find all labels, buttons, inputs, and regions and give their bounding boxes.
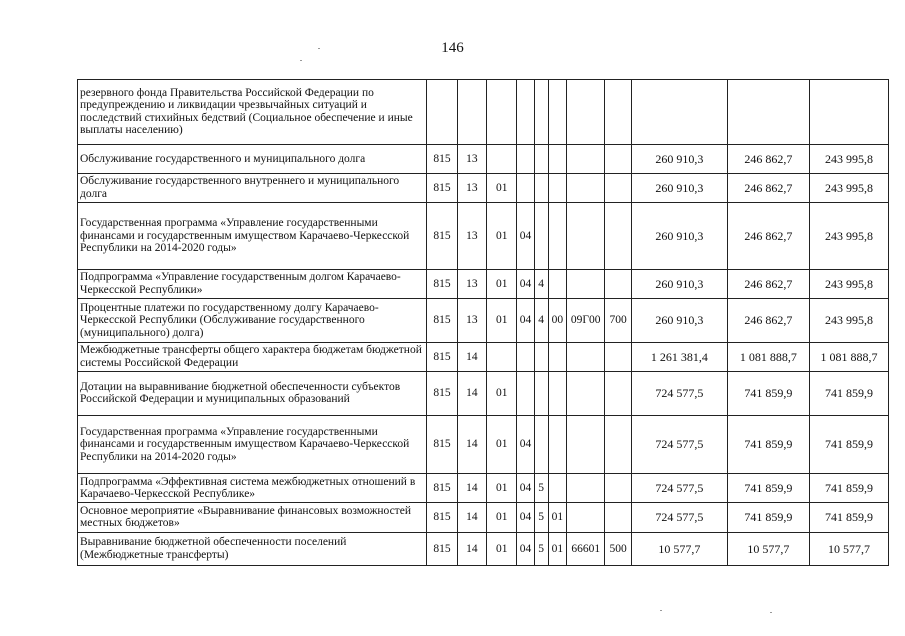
value-year-2: 741 859,9 — [727, 503, 809, 532]
value-year-1: 260 910,3 — [631, 173, 727, 202]
value-year-1: 260 910,3 — [631, 203, 727, 270]
code-expense-type — [605, 371, 631, 415]
code-program: 04 — [517, 298, 534, 342]
code-section: 14 — [457, 532, 486, 566]
code-event — [548, 173, 566, 202]
row-name: Дотации на выравнивание бюджетной обеспеченности субъектов Российской Федерации и муниципальных образований — [78, 371, 427, 415]
table-row — [78, 203, 889, 270]
table-row — [78, 173, 889, 202]
value-year-3: 741 859,9 — [809, 503, 888, 532]
code-ministry: 815 — [427, 474, 457, 503]
table-row — [78, 474, 889, 503]
code-subsection: 01 — [487, 298, 517, 342]
value-year-3: 1 081 888,7 — [809, 342, 888, 371]
page-number: 146 — [441, 40, 464, 56]
code-section: 14 — [457, 342, 486, 371]
value-year-2: 246 862,7 — [727, 269, 809, 298]
code-section: 13 — [457, 298, 486, 342]
code-subprogram: 5 — [534, 532, 548, 566]
code-direction — [566, 203, 604, 270]
code-ministry: 815 — [427, 532, 457, 566]
value-year-3: 243 995,8 — [809, 173, 888, 202]
code-program: 04 — [517, 203, 534, 270]
scan-speck — [300, 60, 302, 61]
code-expense-type — [605, 269, 631, 298]
code-subprogram — [534, 144, 548, 173]
code-section: 13 — [457, 269, 486, 298]
row-name: Межбюджетные трансферты общего характера бюджетам бюджетной системы Российской Федерации — [78, 342, 427, 371]
code-direction — [566, 269, 604, 298]
budget-table — [77, 79, 889, 566]
code-subprogram: 4 — [534, 298, 548, 342]
row-name: Обслуживание государственного внутреннего и муниципального долга — [78, 173, 427, 202]
code-subsection: 01 — [487, 503, 517, 532]
code-direction — [566, 173, 604, 202]
row-name: Процентные платежи по государственному долгу Карачаево-Черкесской Республики (Обслуживание государственного (муниципального) долга) — [78, 298, 427, 342]
code-expense-type — [605, 144, 631, 173]
value-year-2: 10 577,7 — [727, 532, 809, 566]
code-section — [457, 80, 486, 145]
code-section: 13 — [457, 203, 486, 270]
code-subprogram: 5 — [534, 474, 548, 503]
value-year-2: 246 862,7 — [727, 298, 809, 342]
code-subsection: 01 — [487, 415, 517, 473]
value-year-1: 260 910,3 — [631, 298, 727, 342]
code-program — [517, 144, 534, 173]
code-subprogram — [534, 80, 548, 145]
value-year-2: 246 862,7 — [727, 173, 809, 202]
value-year-2: 1 081 888,7 — [727, 342, 809, 371]
value-year-3: 741 859,9 — [809, 415, 888, 473]
code-subsection — [487, 144, 517, 173]
code-subsection: 01 — [487, 532, 517, 566]
code-event — [548, 144, 566, 173]
code-event — [548, 342, 566, 371]
code-subprogram — [534, 342, 548, 371]
code-program — [517, 80, 534, 145]
row-name: Обслуживание государственного и муниципального долга — [78, 144, 427, 173]
table-row — [78, 80, 889, 145]
code-ministry: 815 — [427, 415, 457, 473]
code-event — [548, 269, 566, 298]
code-expense-type: 500 — [605, 532, 631, 566]
code-program: 04 — [517, 532, 534, 566]
code-expense-type — [605, 474, 631, 503]
code-ministry: 815 — [427, 298, 457, 342]
table-row — [78, 415, 889, 473]
code-event — [548, 203, 566, 270]
table-row — [78, 532, 889, 566]
scan-speck — [318, 48, 320, 49]
code-direction — [566, 503, 604, 532]
code-direction — [566, 474, 604, 503]
value-year-1: 724 577,5 — [631, 503, 727, 532]
code-expense-type — [605, 80, 631, 145]
code-expense-type — [605, 342, 631, 371]
value-year-1: 1 261 381,4 — [631, 342, 727, 371]
value-year-3: 10 577,7 — [809, 532, 888, 566]
value-year-1: 260 910,3 — [631, 269, 727, 298]
code-section: 14 — [457, 371, 486, 415]
value-year-2 — [727, 80, 809, 145]
code-event — [548, 80, 566, 145]
row-name: Государственная программа «Управление государственными финансами и государственным имуществом Карачаево-Черкесской Республики на 2014-2020 годы» — [78, 203, 427, 270]
value-year-2: 246 862,7 — [727, 144, 809, 173]
value-year-1: 724 577,5 — [631, 371, 727, 415]
code-ministry: 815 — [427, 173, 457, 202]
scan-speck — [660, 610, 662, 611]
value-year-3: 243 995,8 — [809, 269, 888, 298]
value-year-1: 724 577,5 — [631, 474, 727, 503]
code-program — [517, 173, 534, 202]
value-year-3: 243 995,8 — [809, 298, 888, 342]
code-subprogram — [534, 203, 548, 270]
code-event — [548, 415, 566, 473]
code-ministry: 815 — [427, 203, 457, 270]
scan-speck — [770, 612, 772, 613]
value-year-2: 246 862,7 — [727, 203, 809, 270]
code-direction — [566, 80, 604, 145]
code-direction — [566, 144, 604, 173]
value-year-3: 741 859,9 — [809, 371, 888, 415]
value-year-2: 741 859,9 — [727, 474, 809, 503]
code-expense-type — [605, 503, 631, 532]
code-subprogram — [534, 173, 548, 202]
code-expense-type — [605, 203, 631, 270]
code-program — [517, 371, 534, 415]
code-ministry: 815 — [427, 269, 457, 298]
code-subsection: 01 — [487, 173, 517, 202]
code-subsection — [487, 80, 517, 145]
code-ministry: 815 — [427, 144, 457, 173]
code-expense-type — [605, 415, 631, 473]
code-subsection: 01 — [487, 371, 517, 415]
code-direction: 09Г00 — [566, 298, 604, 342]
code-subprogram: 4 — [534, 269, 548, 298]
value-year-3: 243 995,8 — [809, 144, 888, 173]
row-name: Основное мероприятие «Выравнивание финансовых возможностей местных бюджетов» — [78, 503, 427, 532]
row-name: резервного фонда Правительства Российской Федерации по предупреждению и ликвидации чрезвычайных ситуаций и последствий стихийных бедствий (Социальное обеспечение и иные выплаты населению) — [78, 80, 427, 145]
row-name: Выравнивание бюджетной обеспеченности поселений (Межбюджетные трансферты) — [78, 532, 427, 566]
code-event: 01 — [548, 503, 566, 532]
code-subsection: 01 — [487, 203, 517, 270]
code-subprogram — [534, 415, 548, 473]
code-event: 00 — [548, 298, 566, 342]
value-year-1: 10 577,7 — [631, 532, 727, 566]
code-program — [517, 342, 534, 371]
code-subsection — [487, 342, 517, 371]
table-row — [78, 342, 889, 371]
code-direction: 66601 — [566, 532, 604, 566]
code-ministry: 815 — [427, 503, 457, 532]
value-year-3: 243 995,8 — [809, 203, 888, 270]
value-year-1: 260 910,3 — [631, 144, 727, 173]
code-program: 04 — [517, 503, 534, 532]
code-program: 04 — [517, 474, 534, 503]
code-ministry: 815 — [427, 371, 457, 415]
code-direction — [566, 342, 604, 371]
code-expense-type — [605, 173, 631, 202]
row-name: Государственная программа «Управление государственными финансами и государственным имуществом Карачаево-Черкесской Республики на 2014-2020 годы» — [78, 415, 427, 473]
code-section: 14 — [457, 474, 486, 503]
code-subsection: 01 — [487, 269, 517, 298]
value-year-2: 741 859,9 — [727, 371, 809, 415]
code-section: 14 — [457, 415, 486, 473]
table-row — [78, 503, 889, 532]
code-program: 04 — [517, 415, 534, 473]
row-name: Подпрограмма «Эффективная система межбюджетных отношений в Карачаево-Черкесской Республике» — [78, 474, 427, 503]
value-year-3 — [809, 80, 888, 145]
table-body — [78, 80, 889, 566]
code-section: 13 — [457, 144, 486, 173]
code-event — [548, 371, 566, 415]
code-ministry: 815 — [427, 342, 457, 371]
code-expense-type: 700 — [605, 298, 631, 342]
table-row — [78, 298, 889, 342]
code-direction — [566, 415, 604, 473]
code-section: 14 — [457, 503, 486, 532]
code-subsection: 01 — [487, 474, 517, 503]
value-year-1 — [631, 80, 727, 145]
code-subprogram: 5 — [534, 503, 548, 532]
value-year-1: 724 577,5 — [631, 415, 727, 473]
code-event: 01 — [548, 532, 566, 566]
table-row — [78, 269, 889, 298]
row-name: Подпрограмма «Управление государственным долгом Карачаево-Черкесской Республики» — [78, 269, 427, 298]
value-year-2: 741 859,9 — [727, 415, 809, 473]
code-program: 04 — [517, 269, 534, 298]
table-row — [78, 371, 889, 415]
code-event — [548, 474, 566, 503]
code-section: 13 — [457, 173, 486, 202]
code-subprogram — [534, 371, 548, 415]
code-ministry — [427, 80, 457, 145]
code-direction — [566, 371, 604, 415]
value-year-3: 741 859,9 — [809, 474, 888, 503]
table-row — [78, 144, 889, 173]
